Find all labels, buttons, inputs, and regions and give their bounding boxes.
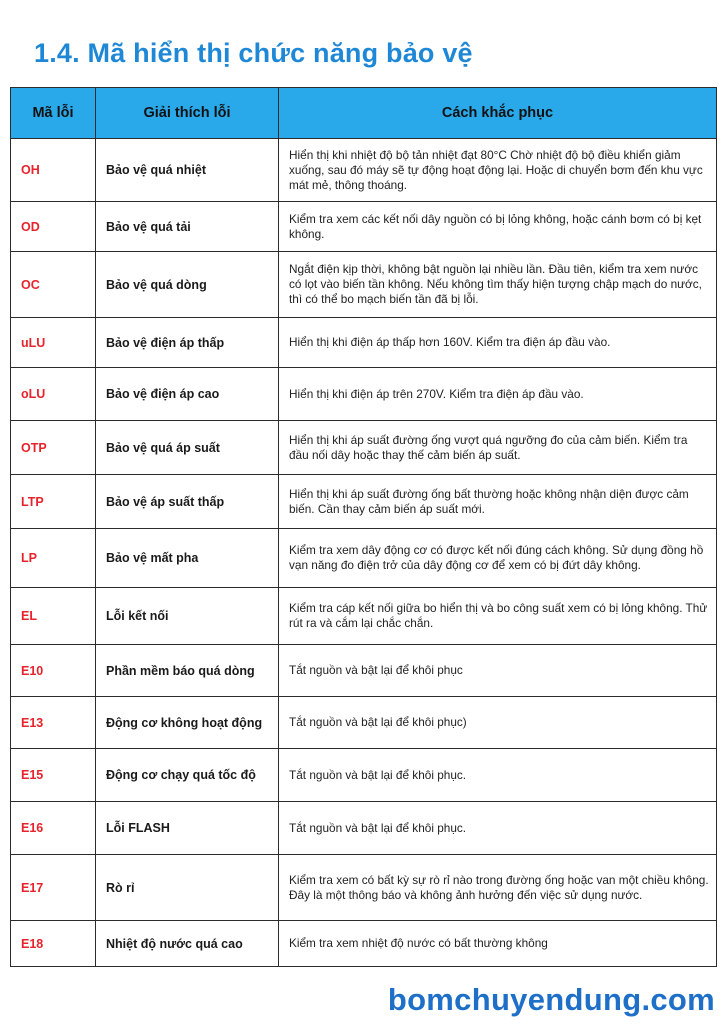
table-row <box>11 645 717 697</box>
error-name: Động cơ không hoạt động <box>96 697 279 749</box>
error-code: OH <box>11 139 96 202</box>
error-name: Bảo vệ quá tải <box>96 202 279 252</box>
error-code: uLU <box>11 318 96 368</box>
table-row <box>11 855 717 921</box>
table-row <box>11 529 717 588</box>
table-row <box>11 588 717 645</box>
error-code: OTP <box>11 421 96 475</box>
fix-text: Tắt nguồn và bật lại để khôi phục <box>279 645 717 697</box>
table-header-row <box>11 88 717 139</box>
fix-text: Kiểm tra xem có bất kỳ sự rò rỉ nào trong đường ống hoặc van một chiều không. Đây là một thông báo và không ảnh hưởng đến việc sử dụng nước. <box>279 855 717 921</box>
error-name: Bảo vệ áp suất thấp <box>96 475 279 529</box>
error-code: OD <box>11 202 96 252</box>
table-row <box>11 749 717 802</box>
fix-text: Hiển thị khi nhiệt độ bộ tản nhiệt đạt 80°C Chờ nhiệt độ bộ điều khiển giảm xuống, sau đó máy sẽ tự động hoạt động lại. Hoặc di chuyển bơm đến khu vực mát mẻ, thông thoáng. <box>279 139 717 202</box>
error-code: E10 <box>11 645 96 697</box>
table-row <box>11 252 717 318</box>
fix-text: Kiểm tra xem các kết nối dây nguồn có bị lỏng không, hoặc cánh bơm có bị kẹt không. <box>279 202 717 252</box>
table-row <box>11 802 717 855</box>
table-row <box>11 202 717 252</box>
header-fix-method: Cách khắc phục <box>279 88 717 139</box>
fix-text: Kiểm tra xem dây động cơ có được kết nối đúng cách không. Sử dụng đồng hồ vạn năng đo điện trở của dây động cơ để xem có bị đứt dây không. <box>279 529 717 588</box>
fix-text: Ngắt điện kịp thời, không bật nguồn lại nhiều lần. Đầu tiên, kiểm tra xem nước có lọt vào biến tần không. Nếu không tìm thấy hiện tượng chập mạch do nước, thì có thể bo mạch biến tần đã bị lỗi. <box>279 252 717 318</box>
error-code: E13 <box>11 697 96 749</box>
page-title: 1.4. Mã hiển thị chức năng bảo vệ <box>34 38 473 68</box>
fix-text: Hiển thị khi điện áp thấp hơn 160V. Kiểm tra điện áp đầu vào. <box>279 318 717 368</box>
fix-text: Hiển thị khi điện áp trên 270V. Kiểm tra điện áp đầu vào. <box>279 368 717 421</box>
error-name: Lỗi FLASH <box>96 802 279 855</box>
error-name: Rò rỉ <box>96 855 279 921</box>
header-error-code: Mã lỗi <box>11 88 96 139</box>
fix-text: Tắt nguồn và bật lại để khôi phục) <box>279 697 717 749</box>
error-code: E15 <box>11 749 96 802</box>
fix-text: Hiển thị khi áp suất đường ống bất thường hoặc không nhận diện được cảm biến. Cần thay cảm biến áp suất mới. <box>279 475 717 529</box>
table-row <box>11 368 717 421</box>
error-name: Bảo vệ quá áp suất <box>96 421 279 475</box>
fix-text: Kiểm tra xem nhiệt độ nước có bất thường không <box>279 921 717 967</box>
error-code: OC <box>11 252 96 318</box>
brand-watermark: bomchuyendung.com <box>387 982 715 1017</box>
error-code: E18 <box>11 921 96 967</box>
error-code: E17 <box>11 855 96 921</box>
error-code: oLU <box>11 368 96 421</box>
table-row <box>11 697 717 749</box>
table-row <box>11 139 717 202</box>
error-code-table <box>10 87 717 967</box>
error-code: LP <box>11 529 96 588</box>
error-name: Bảo vệ điện áp cao <box>96 368 279 421</box>
error-name: Động cơ chạy quá tốc độ <box>96 749 279 802</box>
error-name: Bảo vệ mất pha <box>96 529 279 588</box>
error-name: Bảo vệ quá dòng <box>96 252 279 318</box>
error-name: Phần mềm báo quá dòng <box>96 645 279 697</box>
error-name: Lỗi kết nối <box>96 588 279 645</box>
header-error-description: Giải thích lỗi <box>96 88 279 139</box>
error-code: EL <box>11 588 96 645</box>
fix-text: Tắt nguồn và bật lại để khôi phục. <box>279 749 717 802</box>
table-row <box>11 921 717 967</box>
table-row <box>11 318 717 368</box>
table-row <box>11 421 717 475</box>
error-name: Bảo vệ quá nhiệt <box>96 139 279 202</box>
fix-text: Kiểm tra cáp kết nối giữa bo hiển thị và bo công suất xem có bị lỏng không. Thử rút ra và cắm lại chắc chắn. <box>279 588 717 645</box>
table-row <box>11 475 717 529</box>
error-name: Nhiệt độ nước quá cao <box>96 921 279 967</box>
error-code: E16 <box>11 802 96 855</box>
fix-text: Hiển thị khi áp suất đường ống vượt quá ngưỡng đo của cảm biến. Kiểm tra đầu nối dây hoặc thay thế cảm biến áp suất. <box>279 421 717 475</box>
fix-text: Tắt nguồn và bật lại để khôi phục. <box>279 802 717 855</box>
error-code: LTP <box>11 475 96 529</box>
error-name: Bảo vệ điện áp thấp <box>96 318 279 368</box>
